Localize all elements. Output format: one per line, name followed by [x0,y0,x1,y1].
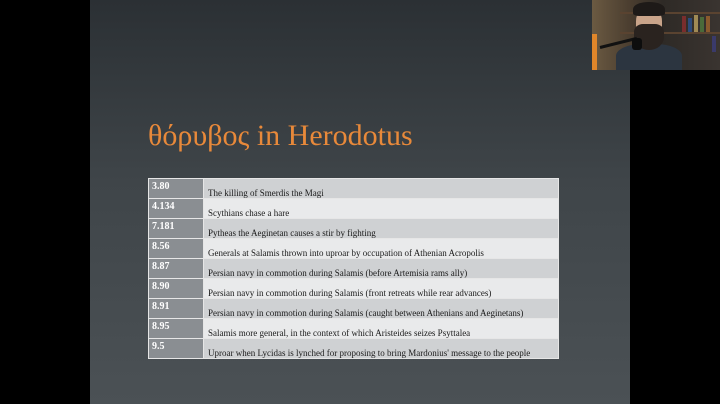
passage-description: Pytheas the Aeginetan causes a stir by fighting [204,219,559,239]
passage-ref: 7.181 [149,219,204,239]
table-row [149,319,559,339]
table-row [149,199,559,219]
book [712,36,716,52]
presentation-slide [90,0,630,404]
passages-table [148,178,559,359]
passage-ref: 3.80 [149,179,204,199]
passage-description: Scythians chase a hare [204,199,559,219]
book [700,17,704,32]
passage-description: Persian navy in commotion during Salamis (before Artemisia rams ally) [204,259,559,279]
lamp [592,34,597,70]
slide-title: θόρυβος in Herodotus [148,119,413,152]
webcam-overlay [592,0,720,70]
book [706,16,710,32]
table-row [149,239,559,259]
passage-description: Generals at Salamis thrown into uproar by occupation of Athenian Acropolis [204,239,559,259]
table-row [149,179,559,199]
microphone-icon [632,38,642,50]
table-row [149,299,559,319]
passage-ref: 8.87 [149,259,204,279]
passage-ref: 9.5 [149,339,204,359]
table-row [149,259,559,279]
table-row [149,339,559,359]
passage-description: Persian navy in commotion during Salamis (caught between Athenians and Aeginetans) [204,299,559,319]
passage-description: Persian navy in commotion during Salamis (front retreats while rear advances) [204,279,559,299]
table-row [149,279,559,299]
passage-description: Uproar when Lycidas is lynched for proposing to bring Mardonius' message to the people [204,339,559,359]
book [682,16,686,32]
passage-ref: 4.134 [149,199,204,219]
passage-ref: 8.91 [149,299,204,319]
book [688,18,692,32]
passage-ref: 8.95 [149,319,204,339]
presenter-hair [633,2,665,16]
table-row [149,219,559,239]
passage-description: The killing of Smerdis the Magi [204,179,559,199]
passage-ref: 8.56 [149,239,204,259]
book [694,15,698,32]
passage-ref: 8.90 [149,279,204,299]
passage-description: Salamis more general, in the context of which Aristeides seizes Psyttalea [204,319,559,339]
